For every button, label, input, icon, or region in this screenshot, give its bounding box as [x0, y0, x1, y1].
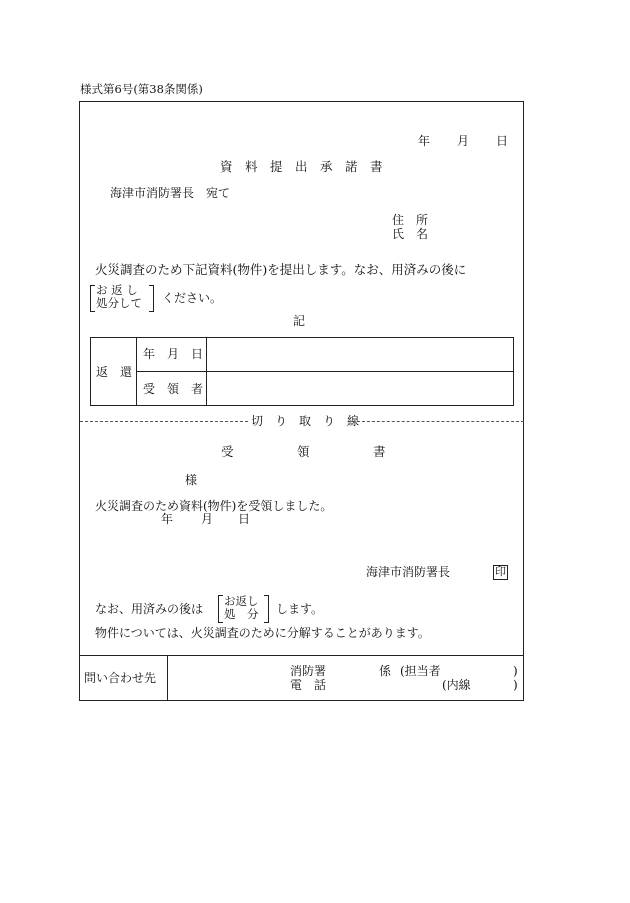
option-dispose: 処分して: [96, 296, 142, 310]
receipt-title-2: 領: [297, 444, 310, 459]
cut-dash-left: [80, 421, 248, 422]
receipt-title-3: 書: [373, 444, 386, 459]
contact-extension: (内線: [442, 678, 471, 692]
cut-line-label: 切 り 取 り 線: [251, 414, 360, 428]
cut-dash-right: [352, 421, 524, 422]
right-bracket: [264, 595, 269, 623]
body-line1: 火災調査のため下記資料(物件)を提出します。なお、用済みの後に: [95, 262, 467, 277]
receipt-note-suffix: します。: [276, 602, 324, 616]
contact-label: 問い合わせ先: [84, 671, 157, 685]
left-bracket: [90, 285, 95, 312]
return-label: 返 還: [96, 365, 133, 379]
date-month: 月: [457, 134, 470, 148]
contact-close-1: ): [513, 664, 518, 678]
receipt-issuer: 海津市消防署長: [366, 565, 451, 579]
receipt-note-line2: 物件については、火災調査のために分解することがあります。: [95, 626, 430, 640]
contact-station: 消防署: [290, 664, 327, 678]
contact-section: 係: [379, 664, 392, 678]
receipt-month: 月: [201, 512, 214, 526]
note-option-return: お返し: [224, 594, 259, 608]
date-year: 年: [418, 134, 431, 148]
note-option-dispose: 処 分: [224, 607, 259, 621]
contact-divider: [167, 655, 168, 701]
date-day: 日: [496, 134, 509, 148]
return-receiver-label: 受 領 者: [143, 382, 204, 396]
receipt-title-1: 受: [221, 444, 234, 459]
right-bracket: [149, 285, 154, 312]
body-line2-tail: ください。: [162, 291, 223, 305]
left-bracket: [218, 595, 223, 623]
option-return: お 返 し: [96, 283, 138, 297]
receipt-sama: 様: [185, 473, 198, 487]
contact-phone-label: 電 話: [290, 678, 327, 692]
address-label: 住 所: [392, 213, 429, 227]
document-title: 資 料 提 出 承 諾 書: [220, 159, 383, 174]
return-date-label: 年 月 日: [143, 347, 204, 361]
ki-label: 記: [293, 314, 306, 328]
contact-divider: [79, 655, 524, 656]
contact-close-2: ): [513, 678, 518, 692]
seal-box: 印: [495, 565, 506, 578]
receipt-day: 日: [238, 512, 251, 526]
form-id: 様式第6号(第38条関係): [80, 82, 203, 96]
receipt-body: 火災調査のため資料(物件)を受領しました。: [95, 499, 333, 513]
table-divider: [136, 371, 514, 372]
addressee: 海津市消防署長 宛て: [110, 186, 231, 200]
name-label: 氏 名: [392, 227, 429, 241]
contact-person: (担当者: [400, 664, 441, 678]
receipt-note-prefix: なお、用済みの後は: [95, 602, 204, 616]
receipt-year: 年: [161, 512, 174, 526]
